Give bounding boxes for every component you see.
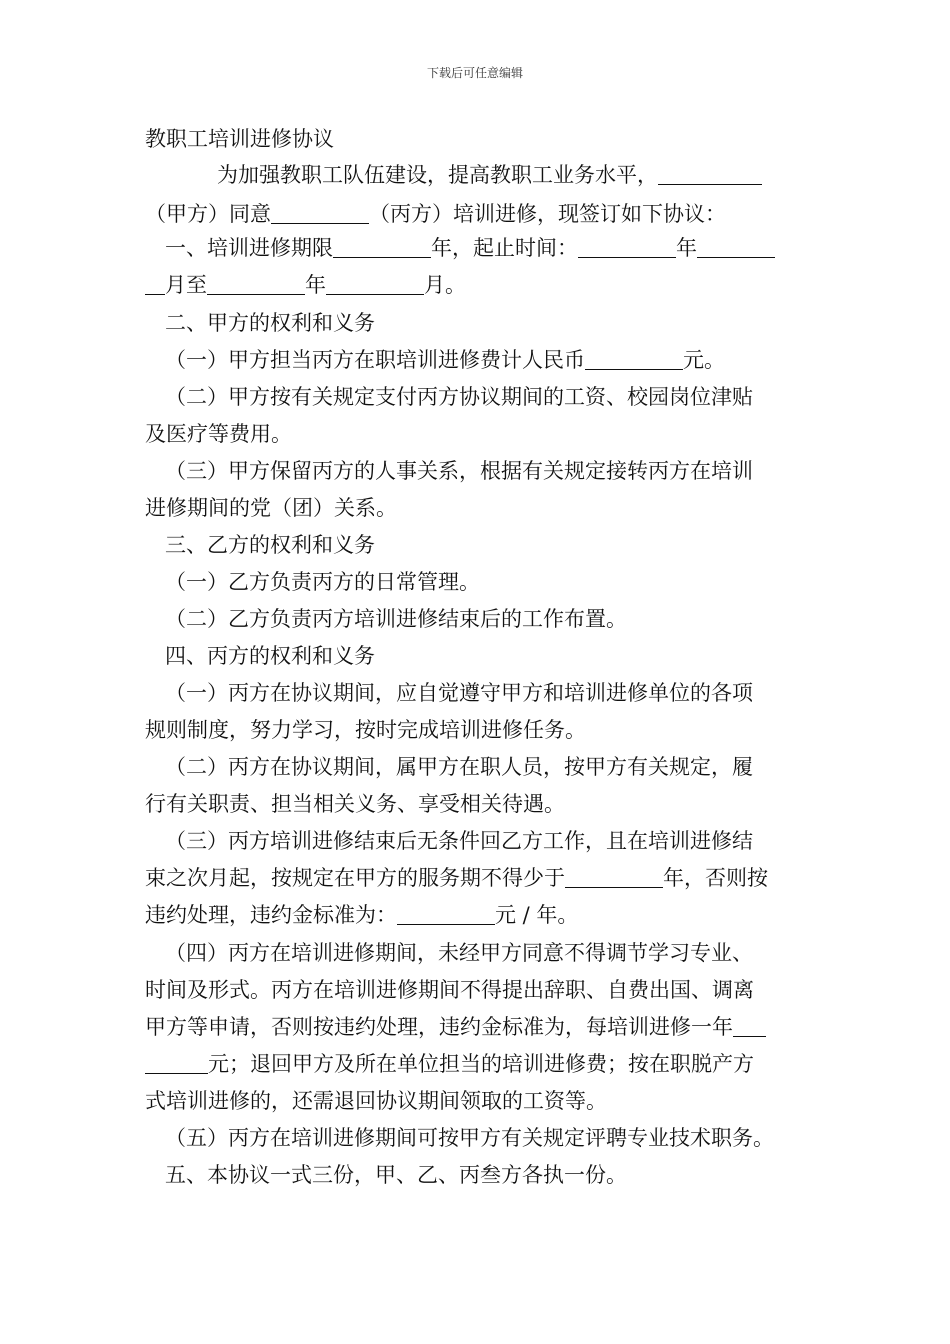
text-span: 元 / 年。 — [495, 903, 579, 927]
blank-field[interactable] — [733, 1016, 766, 1037]
text-span: （二）乙方负责丙方培训进修结束后的工作布置。 — [165, 607, 627, 631]
text-span: （一）甲方担当丙方在职培训进修费计人民币 — [165, 348, 585, 372]
text-span: 月。 — [424, 273, 466, 297]
text-span: 二、甲方的权利和义务 — [165, 311, 375, 335]
text-span: （一）丙方在协议期间，应自觉遵守甲方和培训进修单位的各项 — [165, 681, 753, 705]
paragraph-line — [145, 826, 810, 856]
text-span: 年，起止时间： — [431, 236, 578, 260]
text-span: 三、乙方的权利和义务 — [165, 533, 375, 557]
paragraph-line — [145, 1012, 810, 1042]
section-heading — [145, 530, 810, 560]
paragraph-line — [145, 233, 810, 263]
paragraph-line — [145, 270, 810, 300]
text-span: 五、本协议一式三份，甲、乙、丙叁方各执一份。 — [165, 1163, 627, 1187]
text-span: 束之次月起，按规定在甲方的服务期不得少于 — [145, 866, 565, 890]
text-span: 进修期间的党（团）关系。 — [145, 496, 397, 520]
paragraph-line — [145, 900, 810, 930]
text-span: 及医疗等费用。 — [145, 422, 292, 446]
paragraph-line — [145, 789, 810, 819]
paragraph-line — [145, 938, 810, 968]
text-span: （二）甲方按有关规定支付丙方协议期间的工资、校园岗位津贴 — [165, 385, 753, 409]
text-span: 为加强教职工队伍建设，提高教职工业务水平， — [217, 163, 658, 187]
blank-field[interactable] — [271, 203, 369, 224]
blank-field[interactable] — [565, 867, 663, 888]
text-span: （一）乙方负责丙方的日常管理。 — [165, 570, 480, 594]
section-heading — [145, 641, 810, 671]
paragraph-line — [145, 199, 810, 229]
blank-field[interactable] — [326, 274, 424, 295]
paragraph-line — [145, 456, 810, 486]
paragraph-line — [145, 1123, 810, 1153]
paragraph-line — [145, 1049, 810, 1079]
blank-field[interactable] — [578, 237, 676, 258]
paragraph-line — [145, 493, 810, 523]
paragraph-line — [145, 604, 810, 634]
paragraph-line — [145, 419, 810, 449]
blank-field[interactable] — [397, 904, 495, 925]
paragraph-line — [145, 752, 810, 782]
text-span: 行有关职责、担当相关义务、享受相关待遇。 — [145, 792, 565, 816]
paragraph-line — [145, 382, 810, 412]
blank-field[interactable] — [585, 349, 683, 370]
text-span: 年 — [676, 236, 697, 260]
section-heading — [145, 1160, 810, 1190]
text-span: 元。 — [683, 348, 725, 372]
text-span: 时间及形式。丙方在培训进修期间不得提出辞职、自费出国、调离 — [145, 978, 754, 1002]
text-span: （甲方）同意 — [145, 202, 271, 226]
paragraph-line — [145, 678, 810, 708]
blank-field[interactable] — [658, 164, 762, 185]
text-span: 年，否则按 — [663, 866, 768, 890]
text-span: 月至 — [165, 273, 207, 297]
paragraph-line — [145, 1086, 810, 1116]
text-span: 年 — [305, 273, 326, 297]
document-title: 教职工培训进修协议 — [145, 127, 334, 151]
text-span: （四）丙方在培训进修期间，未经甲方同意不得调节学习专业、 — [165, 941, 753, 965]
text-span: （丙方）培训进修，现签订如下协议： — [369, 202, 726, 226]
text-span: 违约处理，违约金标准为： — [145, 903, 397, 927]
paragraph-line — [145, 715, 810, 745]
text-span: （三）丙方培训进修结束后无条件回乙方工作，且在培训进修结 — [165, 829, 753, 853]
blank-field[interactable] — [145, 1053, 208, 1074]
text-span: （二）丙方在协议期间，属甲方在职人员，按甲方有关规定，履 — [165, 755, 753, 779]
paragraph-line — [145, 160, 810, 190]
paragraph-line — [145, 975, 810, 1005]
paragraph-line — [145, 567, 810, 597]
text-span: （三）甲方保留丙方的人事关系，根据有关规定接转丙方在培训 — [165, 459, 753, 483]
text-span: （五）丙方在培训进修期间可按甲方有关规定评聘专业技术职务。 — [165, 1126, 774, 1150]
text-span: 规则制度，努力学习，按时完成培训进修任务。 — [145, 718, 586, 742]
text-span: 元；退回甲方及所在单位担当的培训进修费；按在职脱产方 — [208, 1052, 754, 1076]
blank-field[interactable] — [145, 274, 165, 295]
text-span: 一、培训进修期限 — [165, 236, 333, 260]
blank-field[interactable] — [207, 274, 305, 295]
text-span: 四、丙方的权利和义务 — [165, 644, 375, 668]
paragraph-line — [145, 863, 810, 893]
page-header-note: 下载后可任意编辑 — [426, 66, 523, 80]
text-span: 甲方等申请，否则按违约处理，违约金标准为，每培训进修一年 — [145, 1015, 733, 1039]
blank-field[interactable] — [333, 237, 431, 258]
text-span: 式培训进修的，还需退回协议期间领取的工资等。 — [145, 1089, 607, 1113]
paragraph-line — [145, 345, 810, 375]
section-heading — [145, 308, 810, 338]
blank-field[interactable] — [697, 237, 775, 258]
